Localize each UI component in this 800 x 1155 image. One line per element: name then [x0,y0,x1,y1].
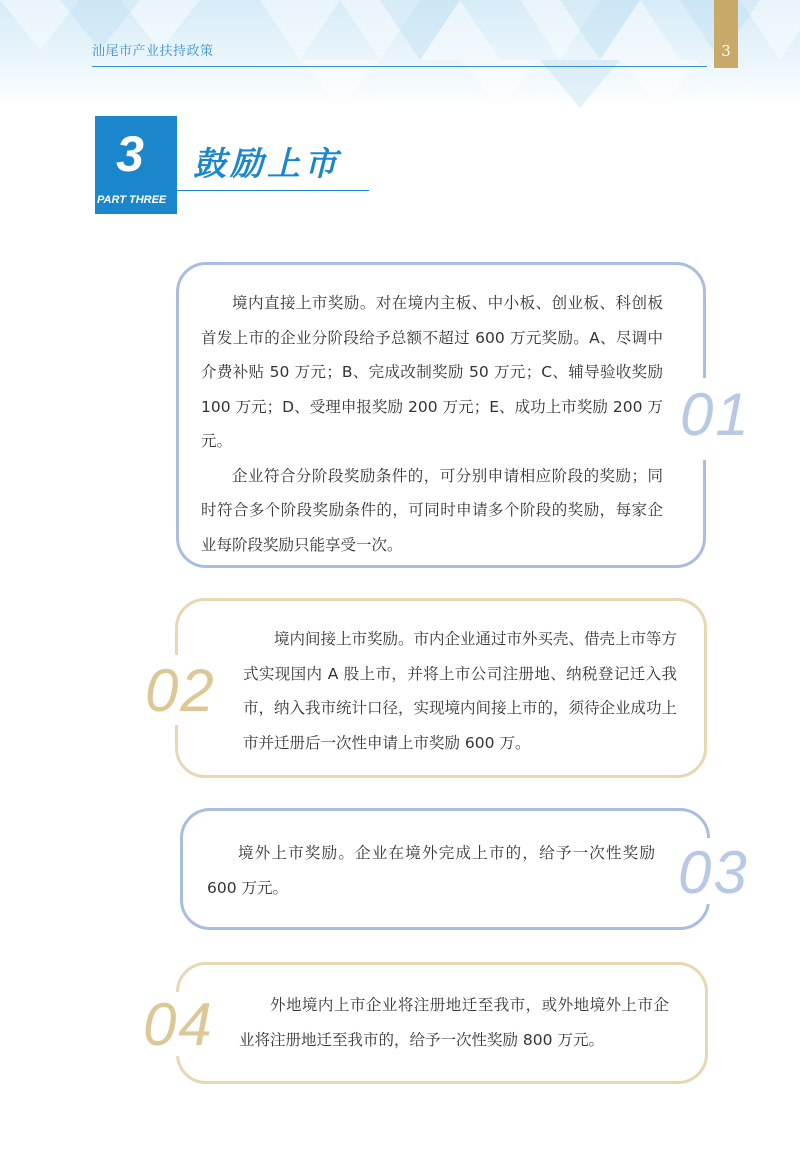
title-underline [177,190,369,191]
card-text-01 [201,286,663,562]
card-paragraph: 境外上市奖励。企业在境外完成上市的，给予一次性奖励 600 万元。 [207,844,655,897]
card-number-04: 04 [143,991,214,1058]
card-paragraph: 境内间接上市奖励。市内企业通过市外买壳、借壳上市等方式实现国内 A 股上市，并将上市公司注册地、纳税登记迁入我市，纳入我市统计口径，实现境内间接上市的，须待企业成功上市并迁册后一次性申请上市奖励 600 万。 [243,630,678,752]
section-part-label: PART THREE [97,194,167,206]
card-text-03 [207,836,655,905]
header-divider [92,66,707,67]
page-number: 3 [721,42,731,60]
card-text-02 [243,622,677,760]
card-paragraph: 境内直接上市奖励。对在境内主板、中小板、创业板、科创板首发上市的企业分阶段给予总额不超过 600 万元奖励。A、尽调中介费补贴 50 万元；B、完成改制奖励 50 万元；C、辅导验收奖励 100 万元；D、受理申报奖励 200 万元；E、成功上市奖励 200 万元。 [201,294,663,450]
card-paragraph: 外地境内上市企业将注册地迁至我市，或外地境外上市企业将注册地迁至我市的，给予一次性奖励 800 万元。 [239,996,669,1049]
document-title: 汕尾市产业扶持政策 [92,44,214,59]
card-number-03: 03 [678,839,749,906]
section-title: 鼓励上市 [193,144,341,183]
card-number-02: 02 [145,657,216,724]
card-text-04 [239,988,669,1057]
card-paragraph: 企业符合分阶段奖励条件的，可分别申请相应阶段的奖励；同时符合多个阶段奖励条件的，可同时申请多个阶段的奖励，每家企业每阶段奖励只能享受一次。 [201,466,663,554]
card-number-01: 01 [680,381,751,448]
section-number: 3 [116,126,144,182]
